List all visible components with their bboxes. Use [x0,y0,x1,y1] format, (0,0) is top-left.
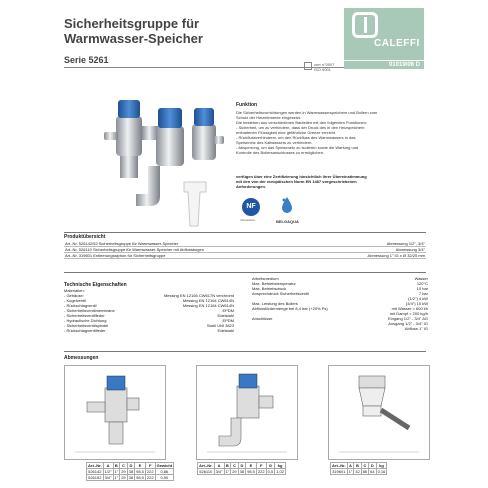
function-text-line: Kontrolle des Boilersanschlusses zu ermöglichen. [236,150,325,155]
spec-value: (1/2") 4 kW [408,296,428,301]
dimension-table-319601 [330,462,387,475]
dim-cell: 222 [146,468,154,474]
dim-cell: 29 [121,474,126,480]
spec-value: (3/4") 10 kW [405,301,428,306]
function-text-line: - Rückflussverhinderer, um den Rückfluss des Warmwassers in das [236,135,356,140]
tech-divider [64,272,426,273]
dim-cell: 98,5 [247,468,255,474]
dim-cell: 29 [121,468,126,474]
dim-cell: 319601 [332,468,346,474]
material-part: - Sicherheitsventilmembrane [64,308,115,313]
cert-standard: ISO 9001 [314,67,331,72]
spec-label: Abflussfördermenge bei 8,4 bar (+20% Ps) [252,306,328,311]
spec-label: Arbeitsmedium [252,276,279,281]
nf-certification-label: robinetterie [240,218,256,222]
dim-header-cell: D [127,463,134,469]
product-name: Art.-Nr. 526110 Sicherheitsgruppe für Warmwasser-Speicher mit Abflussbogen [65,247,204,252]
dim-cell: 0,16 [377,468,386,474]
material-part: - Kugelventil [64,298,87,303]
spec-label: Max. Betriebstemperatur [252,281,296,286]
product-photo [96,86,226,236]
tech-heading: Technische Eigenschaften [64,282,127,288]
dim-cell: 1" [225,468,230,474]
function-text-line: Die Sicherheitsvorrichtungen werden in Warmwasserspeichern und Boilern zum [236,110,378,115]
dim-header-cell: A [214,463,224,469]
material-value: EPDM [222,318,234,323]
dim-cell: 86 [362,468,368,474]
function-text-line: Die bestehen aus verschiedenen Bauteilen mit den folgenden Funktionen: [236,120,367,125]
dim-cell: 0,5 [267,468,274,474]
middle-valve-elbow [136,166,160,206]
iso-cert-text [314,62,335,72]
product-name: Art.-Nr. 526142/52 Sicherheitsgruppe für Warmwasser-Speicher [65,241,179,246]
drawing-526110 [196,365,298,460]
middle-valve-cap [158,108,182,128]
function-text-line: Speisenetz des Kaltwassers zu verhindern. [236,140,313,145]
dim-row [198,469,286,475]
function-text [236,110,426,155]
function-text-line: - Sicherheit, um zu verhindern, dass der Druck des in den Heizspeichern [236,125,365,130]
function-heading: Funktion [236,102,258,108]
material-part: - Rückschlagventilfeder [64,328,106,333]
dim-header-cell: Art.-Nr. [332,462,346,468]
left-valve-body [116,116,142,156]
belgaqua-logo-icon [280,196,294,214]
dim-cell: 98,5 [136,468,144,474]
function-text-line: enthaltenen Flüssigkeit eine gefährliche Grenze erreicht. [236,130,337,135]
page-title [64,16,203,46]
drain-siphon [184,182,206,226]
dim-cell: 526142 [88,468,102,474]
dim-row [87,475,174,481]
caleffi-logo [344,8,424,60]
dim-header-cell: F [145,463,155,469]
spec-value: Wasser [414,276,428,281]
drawing-526110-diagram [197,366,297,459]
material-part: - Rückschlagventil [64,303,97,308]
dim-header-cell: B [354,463,361,469]
dim-header-cell: D [369,463,376,469]
dim-cell: 1" [348,468,353,474]
tech-specs-list [252,276,428,331]
dim-cell: 32 [355,468,360,474]
material-value: Messing EN 12164 CW614N [182,298,234,303]
dim-header-cell: Art.-Nr. [88,462,102,468]
dim-header-cell: B [225,462,229,468]
material-part: - Gehäuse: [64,293,84,298]
dim-header-cell: Gewicht [156,462,173,468]
product-size: Abmessung 1/2", 3/4" [386,241,425,246]
spec-value: Abfluss 1" IG [404,326,428,331]
product-name: Art.-Nr. 319601 Entleerungssiphon für Sicherheitsgruppe [65,253,166,258]
dim-header-cell: B [114,462,118,468]
material-row [64,328,234,333]
dim-cell: 64 [370,468,375,474]
dim-header-cell: G [266,463,275,469]
spec-label: Ansprechdruck Sicherheitsventil [252,291,309,296]
dim-header-cell: kg [275,463,286,469]
dim-cell: 38 [128,468,134,474]
title-line-1: Sicherheitsgruppe für [64,16,200,31]
product-table [64,241,426,259]
middle-valve-body [156,126,184,166]
series-label: Serie 5261 [64,55,109,65]
dim-row [331,469,387,475]
material-value: EPDM [222,308,234,313]
dim-cell: 526110 [199,468,213,474]
dim-cell: 1" [114,468,119,474]
function-note-line: Anforderungen. [236,184,266,189]
iso-cert-icon [304,62,312,70]
drawing-319601-diagram [329,366,429,459]
dim-header-cell: Art.-Nr. [199,462,213,468]
drawing-319601 [328,365,430,460]
dim-cell: 0,86 [155,469,174,475]
dim-cell: 98,5 [136,474,144,480]
left-valve-port [142,126,158,140]
dim-cell: 222 [146,474,154,480]
spec-value: 120°C [416,281,428,286]
product-divider [64,232,426,233]
material-value: Messing EN 12165 CW617N verchromt [163,293,234,298]
dim-cell: 1/2" [104,468,112,474]
drawing-526142 [64,365,166,460]
dimension-table-526142 [86,462,174,481]
dim-cell: 0,90 [155,475,174,481]
dim-header-cell: E [246,463,257,469]
dimension-drawings [64,365,430,460]
dim-header-cell: D [238,463,245,469]
nf-certification-icon: NF [242,198,260,216]
dim-header-cell: E [135,463,146,469]
spec-label: Max. Betriebsdruck [252,286,287,291]
brand-name: CALEFFI [374,38,420,49]
dim-cell: 29 [232,468,237,474]
spec-value: Eingang 1/2" - 3/4" AG [388,316,428,321]
function-note-line: verfügen über eine Zertifizierung hinsichtlich ihrer Übereinstimmung [236,174,367,179]
dimensions-divider [64,351,426,352]
dim-cell: 38 [239,468,245,474]
spec-label: Max. Leistung des Boilers [252,301,298,306]
drawing-526142-diagram [65,366,165,459]
function-text-line: Schutz der Heizelemente eingesetzt. [236,115,302,120]
spec-value: Ausgang 1/2" - 3/4" IG [388,321,428,326]
material-part: - Sicherheitsventilspindel [64,323,109,328]
dimensions-heading: Abmessungen [64,355,99,361]
product-heading: Produktübersicht [64,234,106,240]
left-valve-outlet [120,156,138,178]
materials-list [64,288,234,333]
material-value: Messing EN 12164 CW614N [182,303,234,308]
dim-cell: 526152 [88,474,102,480]
spec-row [252,326,428,331]
material-part: - Hydraulische Dichtung [64,318,107,323]
product-size: Abmessung 1" IG x Ø 32/25 mm [367,253,425,258]
right-valve-body [192,124,216,160]
title-line-2: Warmwasser-Speicher [64,31,203,46]
dim-cell: 1,02 [276,468,284,474]
left-valve-handle [104,132,118,140]
function-note [236,174,426,189]
document-code: 01019/06 D [344,61,424,69]
dim-header-cell: A [348,462,352,468]
left-valve-cap [118,100,140,118]
dim-header-cell: F [256,463,266,469]
material-part: - Sicherheitsventilfeder [64,313,105,318]
material-value: Stahl UNI 3823 [206,323,234,328]
right-valve-handle [214,136,224,144]
dim-header-cell: C [231,463,238,469]
dim-cell: 38 [128,474,134,480]
product-row [64,253,426,259]
spec-value: mit Dampf > 200 kg/h [389,311,428,316]
materials-heading: Materialien: [64,288,85,293]
dim-header-cell: C [120,463,127,469]
dim-header-cell: A [103,463,113,469]
dimension-table-526110 [197,462,286,475]
dim-header-cell: kg [376,463,387,469]
dim-cell: 3/4" [215,468,223,474]
material-value: Edelstahl [217,328,234,333]
function-note-line: mit den von der europäischen Norm EN 1487 vorgeschriebenen [236,179,357,184]
dim-cell: 222 [257,468,265,474]
product-size: Abmessung 3/4" [395,247,425,252]
function-text-line: - Absperrung, um das Speisenetz zu isolieren sowie die Wartung und [236,145,359,150]
dim-cell: 3/4" [104,474,112,480]
spec-label: Anschlüsse [252,316,273,321]
spec-value: mit Wasser > 600 l/h [391,306,428,311]
material-value: Edelstahl [217,313,234,318]
cert-number: cert n°0007 [314,62,335,67]
dim-header-cell: C [361,463,368,469]
dim-cell: 1" [114,474,119,480]
belgaqua-label: BELGAQUA [276,219,299,224]
spec-value: 7 bar [418,291,428,296]
caleffi-logo-mark-icon [352,12,378,38]
right-valve-cap [194,108,214,126]
spec-value: 10 bar [416,286,428,291]
